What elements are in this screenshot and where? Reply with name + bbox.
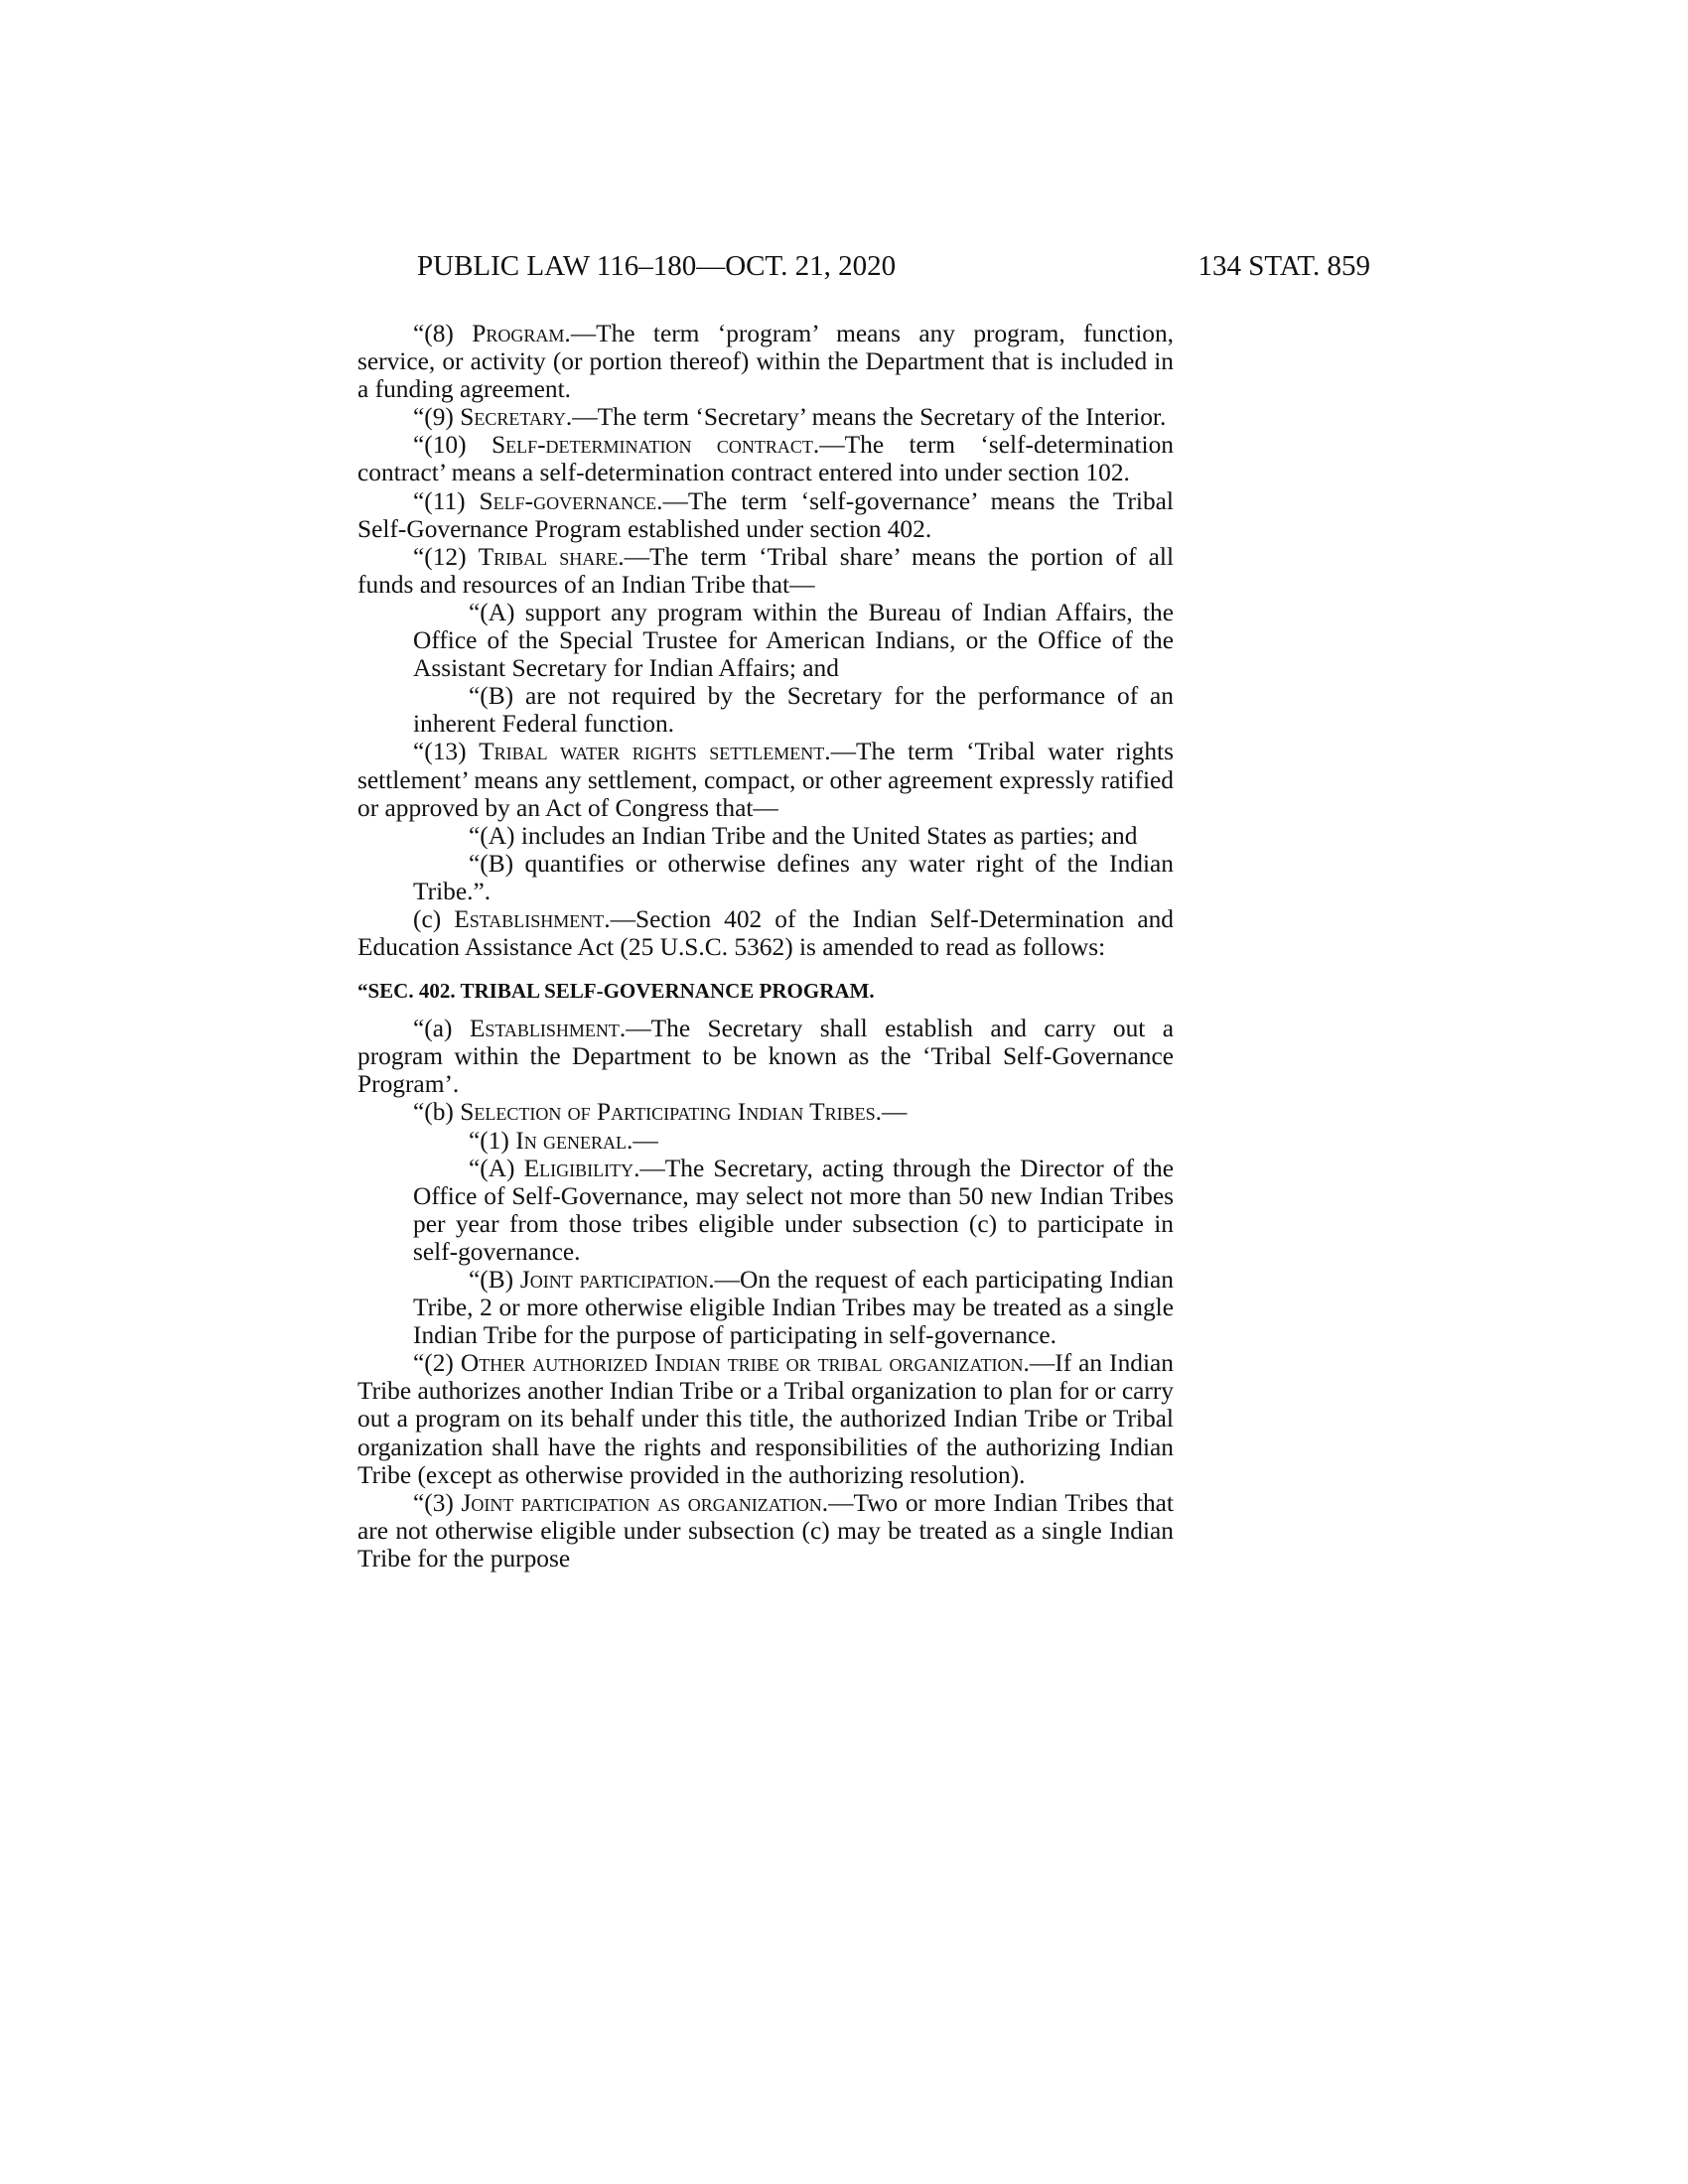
paragraph-definition-8: “(8) Program.—The term ‘program’ means any program, function, service, or activity (or portion thereof) within the Department that is included in a funding agreement.	[357, 320, 1174, 404]
paragraph-subsection-b: “(b) Selection of Participating Indian Tribes.—	[413, 1098, 908, 1127]
paragraph-b-3: “(3) Joint participation as organization.—Two or more Indian Tribes that are not otherwise eligible under subsection (c) may be treated as a single Indian Tribe for the purpose	[357, 1488, 1174, 1572]
subparagraph-12-a: “(A) support any program within the Bureau of Indian Affairs, the Office of the Special Trustee for American Indians, or the Office of the Assistant Secretary for Indian Affairs; and	[413, 598, 1174, 683]
subparagraph-12-b: “(B) are not required by the Secretary for the performance of an inherent Federal function.	[413, 682, 1174, 739]
section-heading: “SEC. 402. TRIBAL SELF-GOVERNANCE PROGRAM.	[357, 979, 875, 1004]
paragraph-definition-13: “(13) Tribal water rights settlement.—The term ‘Tribal water rights settlement’ means any settlement, compact, or other agreement expressly ratified or approved by an Act of Congress that—	[357, 738, 1174, 822]
paragraph-b-1: “(1) In general.—	[469, 1126, 658, 1155]
subparagraph-b-1-b: “(B) Joint participation.—On the request of each participating Indian Tribe, 2 or more otherwise eligible Indian Tribes may be treated as a single Indian Tribe for the purpose of participating in self-governance.	[413, 1266, 1174, 1350]
document-body	[357, 320, 1174, 1572]
subparagraph-b-1-a: “(A) Eligibility.—The Secretary, acting through the Director of the Office of Self-Governance, may select not more than 50 new Indian Tribes per year from those tribes eligible under subsection (c) to participate in self-governance.	[413, 1154, 1174, 1266]
running-head	[417, 246, 1370, 286]
subparagraph-13-a: “(A) includes an Indian Tribe and the United States as parties; and	[469, 821, 1138, 850]
paragraph-subsection-a: “(a) Establishment.—The Secretary shall establish and carry out a program within the Department to be known as the ‘Tribal Self-Governance Program’.	[357, 1015, 1174, 1099]
running-head-title: PUBLIC LAW 116–180—OCT. 21, 2020	[417, 250, 897, 282]
subparagraph-13-b: “(B) quantifies or otherwise defines any water right of the Indian Tribe.”.	[413, 849, 1174, 905]
paragraph-definition-10: “(10) Self-determination contract.—The term ‘self-determination contract’ means a self-determination contract entered into under section 102.	[357, 431, 1174, 487]
page-stat-number: 134 STAT. 859	[1197, 250, 1370, 282]
paragraph-definition-11: “(11) Self-governance.—The term ‘self-governance’ means the Tribal Self-Governance Program established under section 402.	[357, 486, 1174, 543]
paragraph-definition-9: “(9) Secretary.—The term ‘Secretary’ means the Secretary of the Interior.	[413, 403, 1167, 432]
paragraph-b-2: “(2) Other authorized Indian tribe or tribal organization.—If an Indian Tribe authorizes another Indian Tribe or a Tribal organization to plan for or carry out a program on its behalf under this title, the authorized Indian Tribe or Tribal organization shall have the rights and responsibilities of the authorizing Indian Tribe (except as otherwise provided in the authorizing resolution).	[357, 1349, 1174, 1489]
paragraph-subsection-c: (c) Establishment.—Section 402 of the Indian Self-Determination and Education Assistance Act (25 U.S.C. 5362) is amended to read as follows:	[357, 904, 1174, 962]
paragraph-definition-12: “(12) Tribal share.—The term ‘Tribal share’ means the portion of all funds and resources of an Indian Tribe that—	[357, 542, 1174, 599]
